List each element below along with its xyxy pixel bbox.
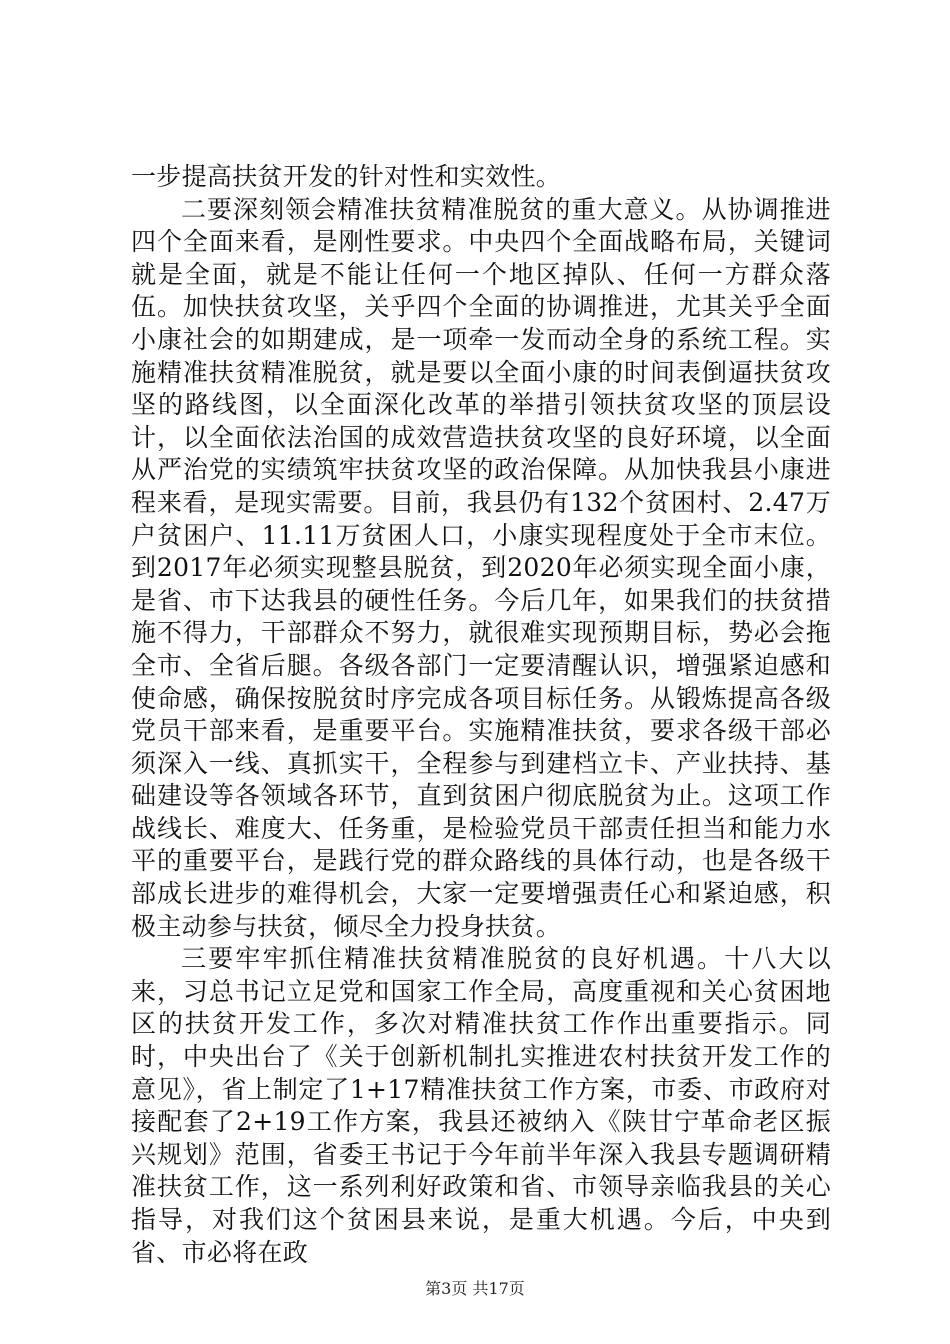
page-number-label: 第3页 共17页	[425, 1279, 525, 1298]
paragraph-2: 二要深刻领会精准扶贫精准脱贫的重大意义。从协调推进四个全面来看，是刚性要求。中央四个全面战略布局，关键词就是全面，就是不能让任何一个地区掉队、任何一方群众落伍。加快扶贫攻坚，关乎四个全面的协调推进，尤其关乎全面小康社会的如期建成，是一项牵一发而动全身的系统工程。实施精准扶贫精准脱贫，就是要以全面小康的时间表倒逼扶贫攻坚的路线图，以全面深化改革的举措引领扶贫攻坚的顶层设计，以全面依法治国的成效营造扶贫攻坚的良好环境，以全面从严治党的实绩筑牢扶贫攻坚的政治保障。从加快我县小康进程来看，是现实需要。目前，我县仍有132个贫困村、2.47万户贫困户、11.11万贫困人口，小康实现程度处于全市末位。到2017年必须实现整县脱贫，到2020年必须实现全面小康，是省、市下达我县的硬性任务。今后几年，如果我们的扶贫措施不得力，干部群众不努力，就很难实现预期目标，势必会拖全市、全省后腿。各级各部门一定要清醒认识，增强紧迫感和使命感，确保按脱贫时序完成各项目标任务。从锻炼提高各级党员干部来看，是重要平台。实施精准扶贫，要求各级干部必须深入一线、真抓实干，全程参与到建档立卡、产业扶持、基础建设等各领域各环节，直到贫困户彻底脱贫为止。这项工作战线长、难度大、任务重，是检验党员干部责任担当和能力水平的重要平台，是践行党的群众路线的具体行动，也是各级干部成长进步的难得机会，大家一定要增强责任心和紧迫感，积极主动参与扶贫，倾尽全力投身扶贫。	[131, 194, 831, 941]
page-footer	[0, 1279, 950, 1299]
document-body	[131, 161, 831, 1269]
paragraph-1: 一步提高扶贫开发的针对性和实效性。	[131, 162, 562, 191]
paragraph-3: 三要牢牢抓住精准扶贫精准脱贫的良好机遇。十八大以来，习总书记立足党和国家工作全局，高度重视和关心贫困地区的扶贫开发工作，多次对精准扶贫工作作出重要指示。同时，中央出台了《关于创新机制扎实推进农村扶贫开发工作的意见》，省上制定了1+17精准扶贫工作方案，市委、市政府对接配套了2+19工作方案，我县还被纳入《陕甘宁革命老区振兴规划》范围，省委王书记于今年前半年深入我县专题调研精准扶贫工作，这一系列利好政策和省、市领导亲临我县的关心指导，对我们这个贫困县来说，是重大机遇。今后，中央到省、市必将在政	[131, 944, 831, 1267]
